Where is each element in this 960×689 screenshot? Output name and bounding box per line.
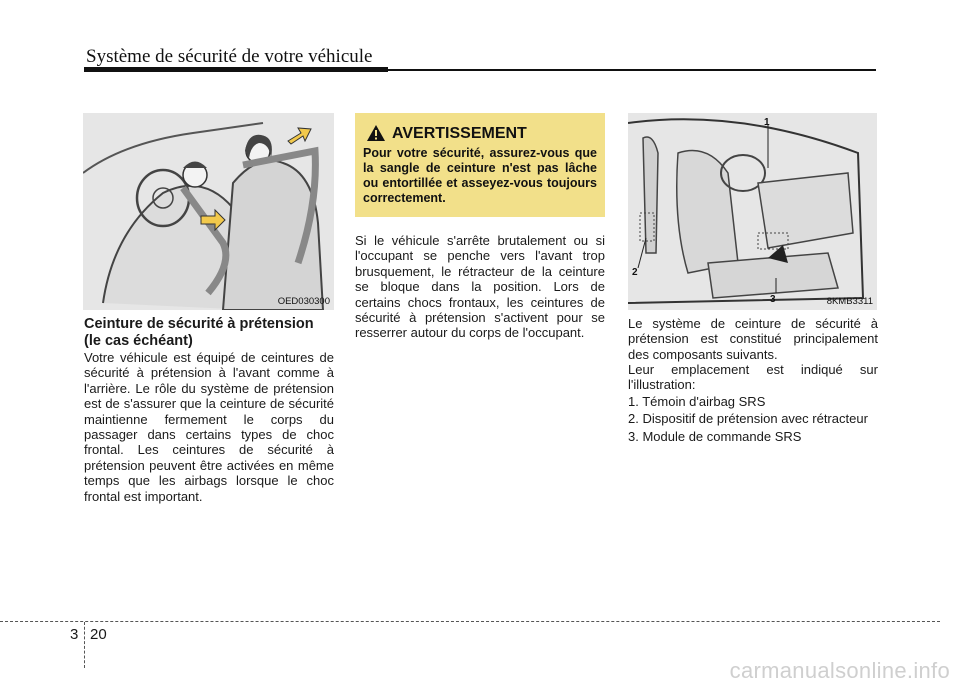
occupants-drawing — [83, 113, 334, 310]
header-rule-thin — [388, 69, 876, 71]
warning-text: Pour votre sécurité, assurez-vous que la sangle de ceinture n'est pas lâche ou entortillée et asseyez-vous toujours correctement. — [363, 146, 597, 205]
components-illustration — [628, 113, 877, 310]
callout-1: 1 — [764, 117, 770, 128]
list-item: 2. Dispositif de prétension avec rétracteur — [628, 411, 868, 427]
callout-2: 2 — [632, 267, 638, 278]
callout-3: 3 — [770, 294, 776, 305]
warning-title: AVERTISSEMENT — [392, 125, 527, 142]
vehicle-interior-drawing — [628, 113, 877, 310]
warning-box — [355, 113, 605, 217]
figure-code: 8KMB3311 — [826, 296, 873, 307]
warning-icon — [366, 124, 386, 142]
figure-code: OED030300 — [277, 296, 330, 307]
header-rule-thick — [84, 67, 388, 72]
footer-divider — [0, 621, 940, 622]
page-number: 20 — [90, 626, 107, 643]
pretensioner-illustration — [83, 113, 334, 310]
components-list — [628, 394, 878, 444]
watermark: carmanualsonline.info — [729, 658, 950, 683]
components-list-container — [628, 394, 878, 446]
page-header-title: Système de sécurité de votre véhicule — [86, 46, 373, 67]
components-intro: Le système de ceinture de sécurité à prétension est constitué principalement des composants suivants. — [628, 316, 878, 362]
section-heading: Ceinture de sécurité à prétension (le cas échéant) — [84, 316, 314, 349]
retractor-description: Si le véhicule s'arrête brutalement ou si l'occupant se penche vers l'avant trop brusquement, le rétracteur de la ceinture se bloque dans la position. Lors de certains chocs frontaux, les ceintures de sécurité à prétension s'activent pour se resserrer autour du corps de l'occupant. — [355, 233, 605, 341]
chapter-number: 3 — [70, 626, 79, 643]
location-note: Leur emplacement est indiqué sur l'illustration: — [628, 362, 878, 393]
footer-vertical-divider — [84, 622, 85, 668]
pretensioner-description: Votre véhicule est équipé de ceintures de sécurité à prétension à l'avant comme à l'arrière. Le rôle du système de prétension est de s'assurer que la ceinture de sécurité maintienne fermement le corps du passager dans certains types de choc frontal. Les ceintures de sécurité à prétension peuvent être activées en même temps que les airbags lorsque le choc frontal est important. — [84, 350, 334, 504]
list-item: 1. Témoin d'airbag SRS — [628, 394, 766, 409]
list-item: 3. Module de commande SRS — [628, 428, 802, 444]
